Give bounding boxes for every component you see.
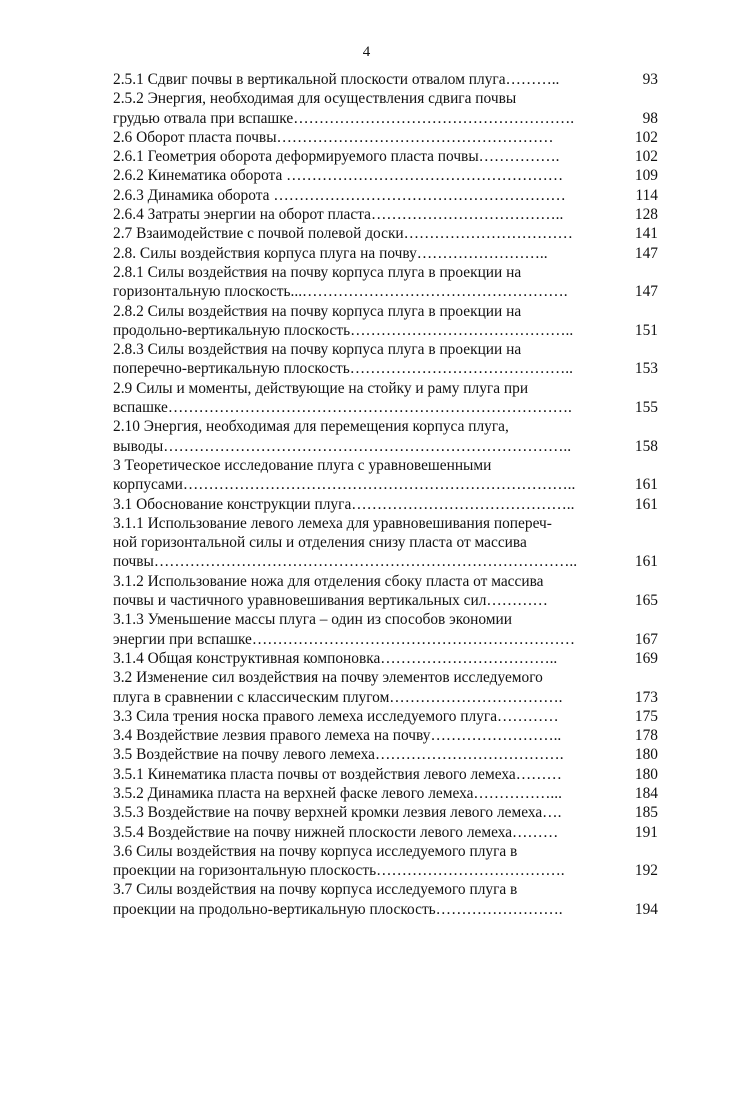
toc-entry-page: 147 [634,283,658,301]
toc-entry[interactable] [113,263,658,302]
toc-entry-title: 3.1.3 Уменьшение массы плуга – один из способов экономии энергии при вспашке……………………………………………………… [113,611,576,648]
toc-entry-title: 2.7 Взаимодействие с почвой полевой доски…………………………… [113,225,573,243]
toc-entry-page: 147 [634,244,658,262]
toc-entry-title: 3.7 Силы воздействия на почву корпуса исследуемого плуга в проекции на продольно-вертикальную плоскость……………………. [113,881,563,918]
toc-entry[interactable] [113,495,658,514]
toc-entry-page: 191 [634,823,658,841]
toc-entry-title: 3.1.2 Использование ножа для отделения сбоку пласта от массива почвы и частичного уравновешивания вертикальных сил………… [113,572,548,610]
toc-entry[interactable] [113,147,658,166]
toc-entry[interactable] [113,765,658,784]
toc-entry-title: 2.8.3 Силы воздействия на почву корпуса плуга в проекции на поперечно-вертикальную плоскость…………………………………….. [113,341,573,378]
toc-entry[interactable] [113,166,658,185]
page-number: 4 [362,44,371,60]
toc-entry[interactable] [113,205,658,224]
toc-entry[interactable] [113,128,658,147]
toc-entry-title: 2.6.4 Затраты энергии на оборот пласта……………………………….. [113,206,564,224]
toc-entry-title: 2.5.1 Сдвиг почвы в вертикальной плоскости отвалом плуга……….. [113,71,560,88]
toc-entry-page: 102 [634,128,658,146]
toc-entry-page: 155 [634,399,658,417]
toc-entry-title: 2.6.3 Динамика оборота ………………………………………………… [113,186,566,204]
toc-entry-title: 2.8. Силы воздействия корпуса плуга на почву…………………….. [113,244,548,262]
toc-entry-page: 153 [634,360,658,378]
toc-entry-title: 3.2 Изменение сил воздействия на почву элементов исследуемого плуга в сравнении с классическим плугом……………………………. [113,669,563,706]
toc-entry-page: 98 [642,109,658,127]
toc-entry-title: 2.5.2 Энергия, необходимая для осуществления сдвига почвы грудью отвала при вспашке………………………………………………. [113,90,575,127]
toc-entry-page: 167 [634,630,658,648]
toc-entry[interactable] [113,417,658,456]
toc-entry-title: 3.1.1 Использование левого лемеха для уравновешивания попереч- ной горизонтальной силы и отделения снизу пласта от массива почвы……………………………………………………………………….. [113,514,578,571]
toc-entry-title: 2.6 Оборот пласта почвы……………………………………………… [113,128,554,146]
toc-entry-page: 169 [634,649,658,667]
toc-entry-title: 3.5.4 Воздействие на почву нижней плоскости левого лемеха……… [113,823,559,841]
toc-entry[interactable] [113,340,658,379]
toc-entry[interactable] [113,456,658,495]
toc-entry[interactable] [113,379,658,418]
toc-entry-title: 3.3 Сила трения носка правого лемеха исследуемого плуга………… [113,707,559,725]
toc-entry-page: 151 [634,321,658,339]
toc-entry-title: 3.5.2 Динамика пласта на верхней фаске левого лемеха……………... [113,784,562,802]
toc-entry-title: 3.5.1 Кинематика пласта почвы от воздействия левого лемеха……… [113,765,562,783]
toc-entry-page: 192 [634,862,658,880]
toc-entry-title: 3.1 Обоснование конструкции плуга…………………………………….. [113,495,575,513]
table-of-contents [113,70,658,919]
toc-entry-title: 3.4 Воздействие лезвия правого лемеха на почву…………………….. [113,727,562,745]
toc-entry[interactable] [113,649,658,668]
toc-entry[interactable] [113,186,658,205]
toc-entry-page: 141 [634,225,658,243]
toc-entry-page: 161 [634,495,658,513]
toc-entry-title: 3.1.4 Общая конструктивная компоновка…………………………….. [113,649,558,667]
toc-entry-page: 165 [634,592,658,610]
toc-entry[interactable] [113,244,658,263]
toc-entry-title: 2.9 Силы и моменты, действующие на стойку и раму плуга при вспашке……………………………………………………………………. [113,379,572,417]
toc-entry[interactable] [113,668,658,707]
toc-entry-page: 185 [634,804,658,822]
toc-entry-page: 102 [634,148,658,166]
toc-entry-page: 93 [642,71,658,88]
toc-entry-title: 3.6 Силы воздействия на почву корпуса исследуемого плуга в проекции на горизонтальную плоскость………………………………. [113,842,565,880]
toc-entry[interactable] [113,302,658,341]
toc-entry[interactable] [113,784,658,803]
toc-entry[interactable] [113,514,658,572]
toc-entry[interactable] [113,880,658,919]
toc-entry-page: 175 [634,707,658,725]
toc-entry-page: 128 [634,206,658,224]
toc-entry-page: 109 [634,167,658,185]
toc-entry-page: 180 [634,765,658,783]
toc-entry-page: 114 [635,186,658,204]
toc-entry[interactable] [113,707,658,726]
toc-entry[interactable] [113,803,658,822]
toc-entry-title: 3 Теоретическое исследование плуга с уравновешенными корпусами………………………………………………………………….. [113,456,576,494]
toc-entry-page: 194 [634,900,658,918]
toc-entry-title: 2.10 Энергия, необходимая для перемещения корпуса плуга, выводы…………………………………………………………………….. [113,418,572,455]
toc-entry[interactable] [113,89,658,128]
toc-entry[interactable] [113,745,658,764]
toc-entry-page: 173 [634,688,658,706]
toc-entry[interactable] [113,842,658,881]
toc-entry-page: 184 [634,784,658,802]
toc-entry-page: 158 [634,437,658,455]
toc-entry-page: 180 [634,746,658,764]
toc-entry-title: 2.6.1 Геометрия оборота деформируемого пласта почвы……………. [113,148,560,166]
toc-entry-page: 178 [634,727,658,745]
toc-entry-title: 2.6.2 Кинематика оборота ……………………………………………… [113,167,564,185]
toc-entry[interactable] [113,726,658,745]
toc-entry-page: 161 [634,476,658,494]
toc-entry-title: 3.5 Воздействие на почву левого лемеха………………………………. [113,746,564,764]
toc-entry-page: 161 [634,553,658,571]
toc-entry[interactable] [113,823,658,842]
toc-entry[interactable] [113,224,658,243]
toc-entry-title: 2.8.2 Силы воздействия на почву корпуса плуга в проекции на продольно-вертикальную плоскость…………………………………….. [113,302,574,339]
toc-entry[interactable] [113,610,658,649]
toc-entry-title: 3.5.3 Воздействие на почву верхней кромки лезвия левого лемеха…. [113,804,562,822]
toc-entry[interactable] [113,572,658,611]
toc-entry[interactable] [113,70,658,89]
toc-entry-title: 2.8.1 Силы воздействия на почву корпуса плуга в проекции на горизонтальную плоскость...……………………………………………. [113,263,568,301]
